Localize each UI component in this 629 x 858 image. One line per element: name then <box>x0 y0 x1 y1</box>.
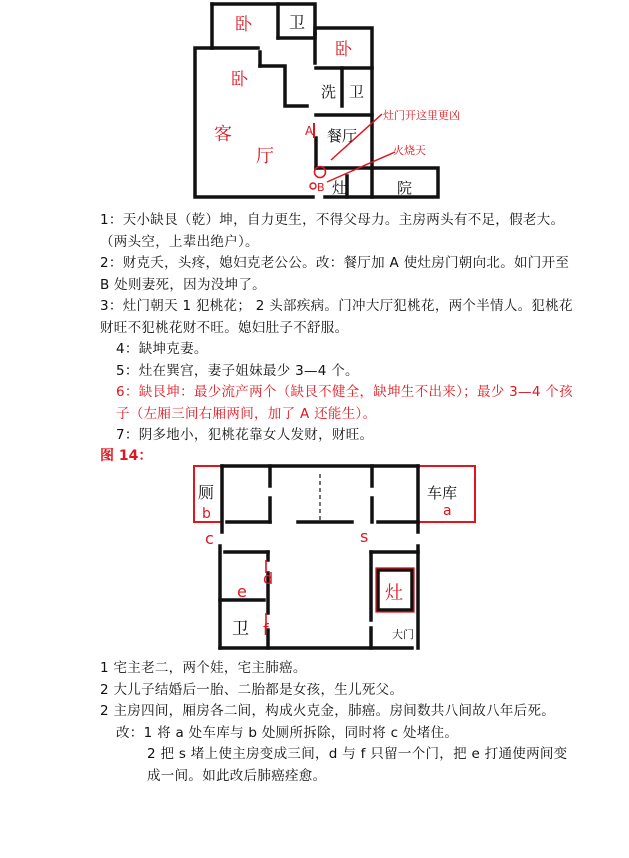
room-label-bedroom-right: 卧 <box>335 40 352 60</box>
marker-a: A <box>305 124 314 138</box>
note-14-1: 1 宅主老二，两个娃，宅主肺癌。 <box>100 660 307 676</box>
note-13-1: 1：天小缺艮（乾）坤，自力更生，不得父母力。主房两头有不足，假老大。（两头空，上辈出绝户）。 <box>100 212 565 250</box>
floor-plan-figure-14 <box>0 460 629 658</box>
note-13-5: 5：灶在巽宫，妻子姐妹最少 3—4 个。 <box>116 362 359 379</box>
figure-13-notes <box>100 210 580 447</box>
room-label-wash: 洗 <box>321 83 337 101</box>
note-14-5: 2 把 s 堵上使主房变成三间，d 与 f 只留一个门，把 e 打通使两间变成一间。如此改后肺癌痊愈。 <box>147 746 568 784</box>
room-label-toilet-small: 卫 <box>232 619 249 639</box>
room-label-garage: 车库 <box>427 484 458 502</box>
figure-14-title: 图 14： <box>100 448 153 464</box>
room-label-courtyard: 院 <box>397 179 413 197</box>
marker-c-14: c <box>205 529 214 548</box>
room-label-living-2: 厅 <box>256 146 274 167</box>
marker-s-14: s <box>360 527 369 546</box>
room-label-stove: 灶 <box>332 179 348 197</box>
note-13-4: 4：缺坤克妻。 <box>116 341 208 357</box>
room-label-bedroom-left: 卧 <box>231 70 248 90</box>
marker-a-14: a <box>443 503 452 519</box>
annotation-stove-door: 灶门开这里更凶 <box>383 109 460 122</box>
marker-f-14: f <box>263 620 269 639</box>
room-label-toilet-right: 卫 <box>349 83 365 101</box>
room-label-living-1: 客 <box>214 124 232 145</box>
room-label-main-door: 大门 <box>392 628 414 641</box>
floor-plan-figure-13 <box>0 0 629 210</box>
marker-d-14: d <box>263 569 274 588</box>
figure-14-notes <box>100 658 580 787</box>
note-13-7: 7：阴多地小，犯桃花靠女人发财，财旺。 <box>116 427 374 443</box>
note-14-2: 2 大儿子结婚后一胎、二胎都是女孩，生儿死父。 <box>100 681 404 698</box>
note-13-6: 6：缺艮坤：最少流产两个（缺艮不健全，缺坤生不出来）；最少 3—4 个孩子（左厢三间右厢两间，加了 A 还能生）。 <box>116 384 573 422</box>
note-13-2: 2：财克夭，头疼，媳妇克老公公。改：餐厅加 A 使灶房门朝向北。如门开至 B 处则妻死，因为没坤了。 <box>100 255 570 293</box>
note-14-4: 改：1 将 a 处车库与 b 处厕所拆除，同时将 c 处堵住。 <box>116 724 459 741</box>
marker-b: B <box>317 181 325 194</box>
room-label-bedroom-top: 卧 <box>235 15 252 35</box>
marker-e-14: e <box>237 582 247 601</box>
marker-b-14: b <box>202 506 211 522</box>
note-14-3: 2 主房四间，厢房各二间，构成火克金，肺癌。房间数共八间故八年后死。 <box>100 703 556 719</box>
room-label-dining: 餐厅 <box>327 127 358 145</box>
room-label-toilet-top: 卫 <box>289 13 306 32</box>
room-label-toilet-left: 厕 <box>198 483 215 502</box>
room-label-stove-14: 灶 <box>385 583 403 604</box>
note-13-3: 3：灶门朝天 1 犯桃花； 2 头部疾病。门冲大厅犯桃花，两个半情人。犯桃花财旺不犯桃花财不旺。媳妇肚子不舒服。 <box>100 298 573 336</box>
annotation-fire-sky: 火烧天 <box>393 144 426 157</box>
